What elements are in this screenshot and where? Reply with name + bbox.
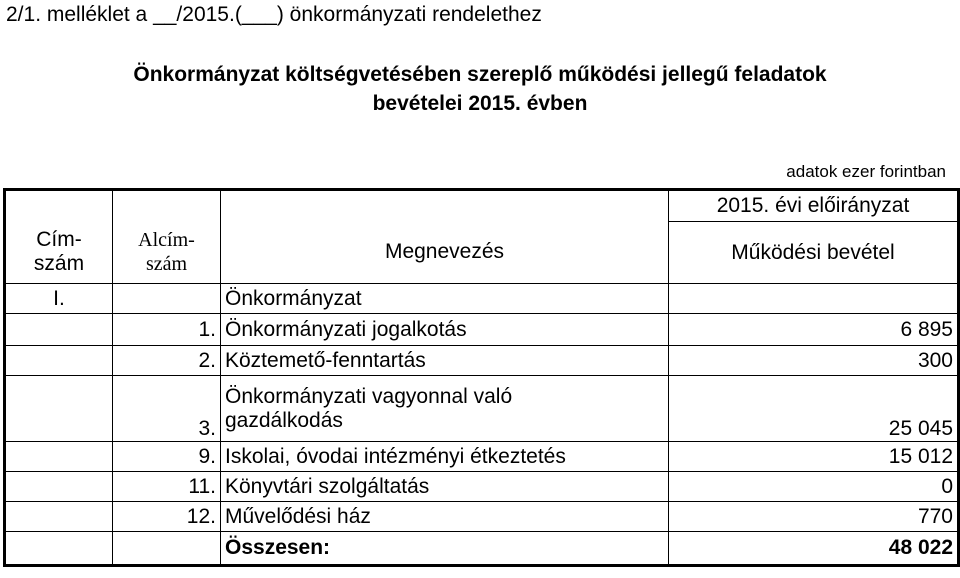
header-mukodesi-bevetel: Működési bevétel	[669, 222, 959, 284]
document-subtitle: bevételei 2015. évben	[372, 92, 588, 115]
row-value: 0	[669, 472, 959, 502]
row-alcim: 2.	[113, 346, 221, 376]
total-label: Összesen:	[221, 532, 669, 566]
unit-note: adatok ezer forintban	[786, 162, 946, 181]
row-alcim: 9.	[113, 442, 221, 472]
row-value: 15 012	[669, 442, 959, 472]
row-value: 6 895	[669, 314, 959, 346]
row-name: Művelődési ház	[221, 502, 669, 532]
header-alcim-top	[113, 190, 221, 222]
document-title: Önkormányzat költségvetésében szereplő működési jellegű feladatok	[133, 63, 827, 86]
header-group-title: 2015. évi előirányzat	[669, 190, 959, 222]
row-alcim: 1.	[113, 314, 221, 346]
total-row	[5, 532, 959, 566]
section-row	[5, 284, 959, 314]
row-name: Könyvtári szolgáltatás	[221, 472, 669, 502]
table-row	[5, 376, 959, 442]
row-name: Köztemető-fenntartás	[221, 346, 669, 376]
section-value	[669, 284, 959, 314]
table-row	[5, 314, 959, 346]
section-alcim	[113, 284, 221, 314]
row-value: 25 045	[669, 376, 959, 442]
header-cim: Cím- szám	[5, 222, 113, 284]
total-value: 48 022	[669, 532, 959, 566]
row-name: Önkormányzati vagyonnal való gazdálkodás	[221, 376, 669, 442]
annex-reference: 2/1. melléklet a __/2015.(___) önkormányzati rendelethez	[6, 3, 542, 26]
row-alcim: 12.	[113, 502, 221, 532]
section-cim: I.	[5, 284, 113, 314]
row-alcim: 3.	[113, 376, 221, 442]
table-row	[5, 472, 959, 502]
table-row	[5, 346, 959, 376]
header-megnevezes: Megnevezés	[221, 222, 669, 284]
header-name-top	[221, 190, 669, 222]
table-row	[5, 442, 959, 472]
header-cim-top	[5, 190, 113, 222]
header-alcim: Alcím- szám	[113, 222, 221, 284]
row-name: Önkormányzati jogalkotás	[221, 314, 669, 346]
section-name: Önkormányzat	[221, 284, 669, 314]
table-row	[5, 502, 959, 532]
row-value: 770	[669, 502, 959, 532]
revenue-table	[3, 188, 960, 567]
row-alcim: 11.	[113, 472, 221, 502]
row-name: Iskolai, óvodai intézményi étkeztetés	[221, 442, 669, 472]
row-value: 300	[669, 346, 959, 376]
